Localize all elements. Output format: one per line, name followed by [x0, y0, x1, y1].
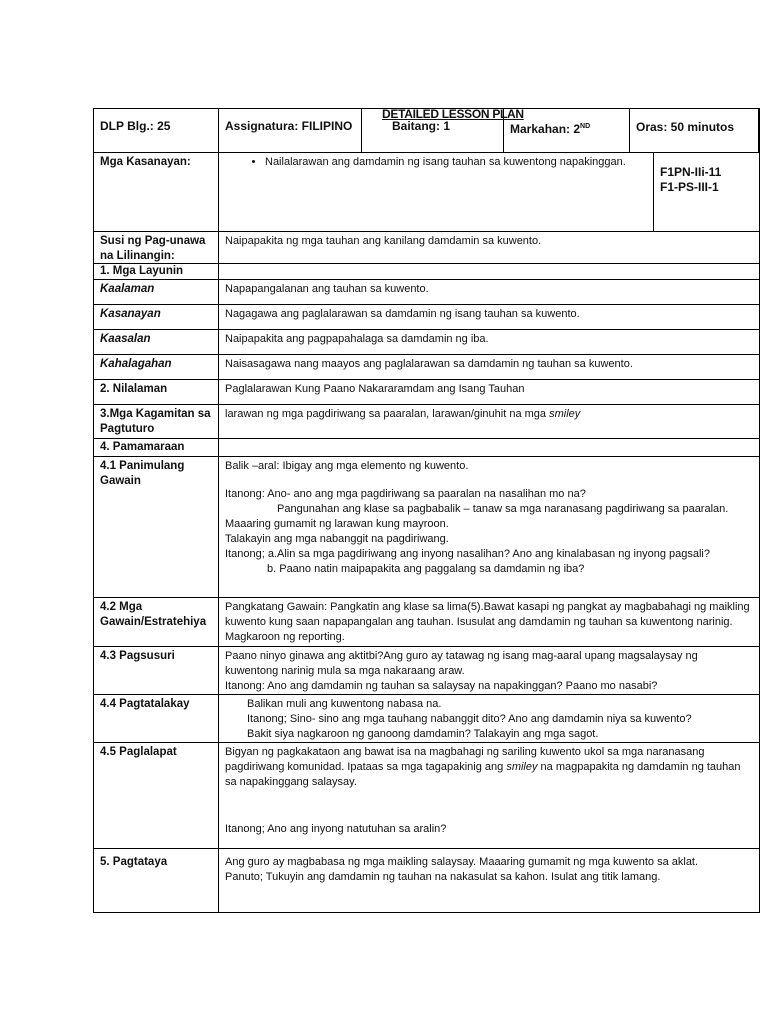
- markahan-sup: ND: [580, 123, 591, 130]
- content-gawain: Pangkatang Gawain: Pangkatin ang klase sa lima(5).Bawat kasapi ng pangkat ay magbabahagi ng maikling kuwento kung saan napapangalan ang tauhan. Isusulat ang damdamin ng tauhan sa kuwentong narinig. Magkaroon ng reporting.: [225, 601, 750, 643]
- content-pagtataya: [219, 849, 759, 912]
- pagsusuri-line-1: Paano ninyo ginawa ang aktitbi?Ang guro ay tatawag ng isang mag-aaral upang magsalaysay ng kuwentong narinig mula sa mga nakaraang araw.: [225, 650, 698, 677]
- pagtataya-line-2: Panuto; Tukuyin ang damdamin ng tauhan na nakasulat sa kahon. Isulat ang titik lamang.: [225, 871, 661, 883]
- code-cell: [653, 153, 759, 231]
- row-gawain: [94, 598, 759, 647]
- kagamitan-text: larawan ng mga pagdiriwang sa paaralan, larawan/ginuhit na mga: [225, 408, 550, 420]
- label-pagtatalakay: 4.4 Pagtatalakay: [94, 695, 219, 742]
- lesson-plan-table: [93, 108, 760, 913]
- pagtatalakay-line-1: Balikan muli ang kuwentong nabasa na.: [247, 698, 442, 710]
- label-pagtataya: 5. Pagtataya: [94, 849, 219, 912]
- label-nilalaman: 2. Nilalaman: [94, 380, 219, 404]
- row-layunin: [94, 264, 759, 280]
- markahan-text: Markahan: 2: [510, 122, 581, 136]
- label-kaasalan: Kaasalan: [94, 330, 219, 354]
- content-nilalaman: Paglalarawan Kung Paano Nakararamdam ang Isang Tauhan: [225, 383, 525, 395]
- paglalapat-spacer: [225, 790, 753, 822]
- panimulang-line-4: Talakayin ang mga nabanggit na pagdiriwang.: [225, 533, 449, 545]
- row-kasanayan-2: [94, 305, 759, 330]
- kagamitan-smiley: smiley: [549, 408, 581, 420]
- paglalapat-line-2: Itanong; Ano ang inyong natutuhan sa aralin?: [225, 823, 447, 835]
- label-panimulang: 4.1 Panimulang Gawain: [94, 457, 219, 597]
- label-paglalapat: 4.5 Paglalapat: [94, 743, 219, 848]
- label-kaalaman: Kaalaman: [94, 280, 219, 304]
- row-kaasalan: [94, 330, 759, 355]
- content-kasanayan-2: Nagagawa ang paglalarawan sa damdamin ng isang tauhan sa kuwento.: [225, 308, 580, 320]
- baitang: Baitang: 1: [362, 109, 504, 152]
- label-layunin: 1. Mga Layunin: [94, 264, 219, 279]
- label-kagamitan: 3.Mga Kagamitan sa Pagtuturo: [94, 405, 219, 438]
- row-kahalagahan: [94, 355, 759, 380]
- row-susi: [94, 232, 759, 264]
- row-pagsusuri: [94, 647, 759, 695]
- content-kagamitan: [219, 405, 759, 438]
- row-pagtataya: [94, 849, 759, 912]
- row-kasanayan: [94, 153, 759, 232]
- dlp-number: DLP Blg.: 25: [94, 109, 219, 152]
- paglalapat-text-b: na magpapakita ng damdamin ng tauhan sa napakinggang salaysay.: [225, 761, 741, 788]
- row-pamamaraan: [94, 439, 759, 457]
- label-kasanayan: Mga Kasanayan:: [94, 153, 219, 231]
- pagtatalakay-line-3: Bakit siya nagkaroon ng ganoong damdamin? Talakayin ang mga sagot.: [247, 728, 599, 740]
- pagtataya-line-1: Ang guro ay magbabasa ng mga maikling salaysay. Maaaring gumamit ng mga kuwento sa aklat.: [225, 856, 699, 868]
- oras: Oras: 50 minutos: [630, 109, 759, 152]
- label-pagsusuri: 4.3 Pagsusuri: [94, 647, 219, 694]
- content-kaalaman: Napapangalanan ang tauhan sa kuwento.: [225, 283, 429, 295]
- content-pagtatalakay: [219, 695, 759, 742]
- label-gawain: 4.2 Mga Gawain/Estratehiya: [94, 598, 219, 646]
- pagsusuri-line-2: Itanong: Ano ang damdamin ng tauhan sa salaysay na napakinggan? Paano mo nasabi?: [225, 680, 658, 692]
- row-pagtatalakay: [94, 695, 759, 743]
- paglalapat-line-1: [225, 745, 753, 790]
- content-pamamaraan: [219, 439, 759, 456]
- pagtatalakay-line-2: Itanong; Sino- sino ang mga tauhang nabanggit dito? Ano ang damdamin niya sa kuwento?: [247, 713, 692, 725]
- content-layunin: [219, 264, 759, 279]
- row-panimulang: [94, 457, 759, 598]
- paglalapat-smiley: smiley: [506, 761, 538, 773]
- label-susi: Susi ng Pag-unawa na Lilinangin:: [94, 232, 219, 263]
- row-kaalaman: [94, 280, 759, 305]
- panimulang-spacer: [225, 474, 753, 487]
- content-paglalapat: [219, 743, 759, 848]
- content-panimulang: [219, 457, 759, 597]
- code-2: F1-PS-III-1: [660, 180, 719, 194]
- content-kasanayan: [219, 153, 653, 231]
- row-paglalapat: [94, 743, 759, 849]
- panimulang-line-6: b. Paano natin maipapakita ang paggalang sa damdamin ng iba?: [267, 563, 585, 575]
- paglalapat-text-a: Bigyan ng pagkakataon ang bawat isa na magbahagi ng sariling kuwento ukol sa mga naranasang pagdiriwang komunidad. Ipataas sa mga tagapakinig ang: [225, 746, 705, 773]
- panimulang-line-2: Itanong: Ano- ano ang mga pagdiriwang sa paaralan na nasalihan mo na?: [225, 488, 586, 500]
- label-pamamaraan: 4. Pamamaraan: [94, 439, 219, 456]
- content-kahalagahan: Naisasagawa nang maayos ang paglalarawan sa damdamin ng tauhan sa kuwento.: [225, 358, 633, 370]
- content-pagsusuri: [219, 647, 759, 694]
- panimulang-line-5: Itanong; a.Alin sa mga pagdiriwang ang inyong nasalihan? Ano ang kinalabasan ng inyong pagsali?: [225, 548, 710, 560]
- row-nilalaman: [94, 380, 759, 405]
- panimulang-line-3: Pangunahan ang klase sa pagbabalik – tanaw sa mga naranasang pagdiriwang sa paaralan. Maaaring gumamit ng larawan kung mayroon.: [225, 503, 729, 530]
- label-kahalagahan: Kahalagahan: [94, 355, 219, 379]
- code-1: F1PN-IIi-11: [660, 165, 722, 179]
- header-row: [94, 109, 759, 153]
- row-kagamitan: [94, 405, 759, 439]
- assignatura: Assignatura: FILIPINO: [219, 109, 362, 152]
- content-kaasalan: Naipapakita ang pagpapahalaga sa damdamin ng iba.: [225, 333, 489, 345]
- panimulang-line-1: Balik –aral: Ibigay ang mga elemento ng kuwento.: [225, 460, 469, 472]
- content-susi: Naipapakita ng mga tauhan ang kanilang damdamin sa kuwento.: [225, 235, 542, 247]
- document-title: DETAILED LESSON PLAN: [382, 107, 524, 121]
- kasanayan-bullet: • Nailalarawan ang damdamin ng isang tauhan sa kuwentong napakinggan.: [265, 155, 647, 170]
- label-kasanayan-2: Kasanayan: [94, 305, 219, 329]
